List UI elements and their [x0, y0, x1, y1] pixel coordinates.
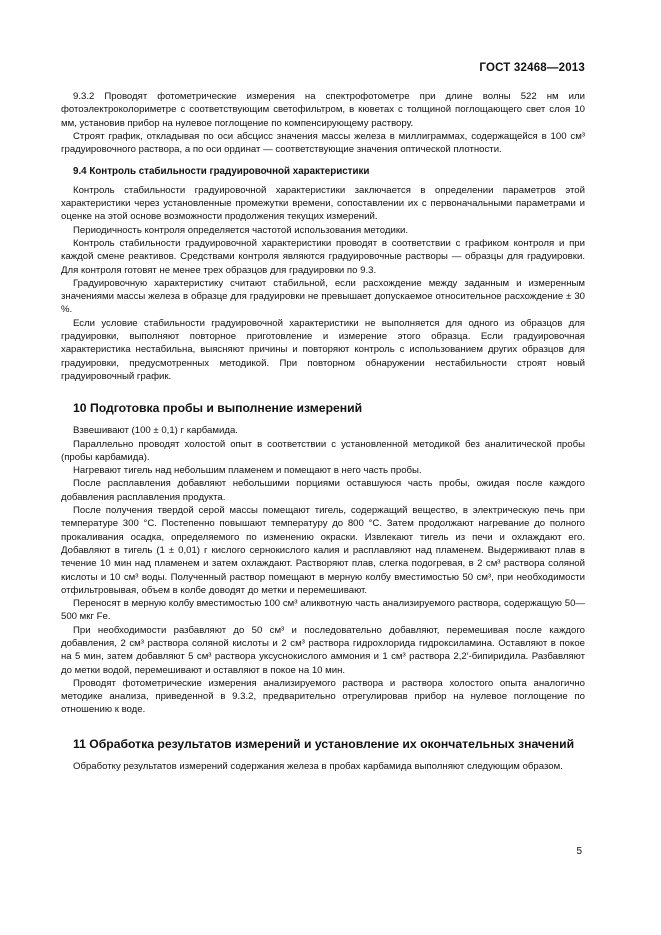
paragraph: Градуировочную характеристику считают стабильной, если расхождение между заданным и измеренным значениями массы железа в образце для градуировки не превышает допускаемое относительное расхождение ± 30 %.: [61, 277, 585, 316]
paragraph: После расплавления добавляют небольшими порциями оставшуюся часть пробы, ожидая после каждого добавления расплавления продукта.: [61, 478, 585, 503]
paragraph: Если условие стабильности градуировочной характеристики не выполняется для одного из образцов для градуировки, выполняют повторное приготовление и измерение этого образца. Если градуировочная характеристика нестабильна, выясняют причины и повторяют контроль с использованием других образцов для градуировки, предусмотренных методикой. При повторном обнаружении нестабильности строят новый градуировочный график.: [61, 317, 585, 382]
heading-9-4: 9.4 Контроль стабильности градуировочной характеристики: [73, 166, 370, 178]
paragraph: После получения твердой серой массы помещают тигель, содержащий вещество, в электрическую печь при температуре 300 °С. Постепенно повышают температуру до 800 °С. Затем продолжают нагревание до полного прокаливания осадка, определяемого по изменению окраски. Извлекают тигель из печи и охлаждают его. Добавляют в тигель (1 ± 0,01) г кислого сернокислого калия и расплавляют над пламенем. Выдерживают плав в течение 10 мин над пламенем и затем охлаждают. Растворяют плав, слегка подогревая, в 2 см³ раствора соляной кислоты и 10 см³ воды. Полученный раствор помещают в мерную колбу вместимостью 50 см³, при необходимости отфильтровывая, объем в колбе доводят до метки и перемешивают.: [61, 505, 585, 596]
paragraph: При необходимости разбавляют до 50 см³ и последовательно добавляют, перемешивая после каждого добавления, 2 см³ раствора соляной кислоты и 2 см³ раствора гидрохлорида гидроксиламина. Оставляют в покое на 5 мин, затем добавляют 5 см³ раствора уксуснокислого аммония и 1 см³ раствора 2,2′-бипиридила. Разбавляют до метки водой, перемешивают и оставляют в покое на 10 мин.: [61, 624, 585, 676]
paragraph: Периодичность контроля определяется частотой использования методики.: [73, 224, 409, 236]
heading-section-10: 10 Подготовка пробы и выполнение измерений: [73, 401, 363, 416]
paragraph-9-3-2: 9.3.2 Проводят фотометрические измерения на спектрофотометре при длине волны 522 нм или фотоэлектроколориметре с соответствующим светофильтром, в кюветах с толщиной поглощающего свет слоя 10 мм, установив прибор на нулевое поглощение по компенсирующему раствору.: [61, 91, 585, 129]
document-standard-number: ГОСТ 32468—2013: [479, 62, 585, 74]
paragraph: Проводят фотометрические измерения анализируемого раствора и раствора холостого опыта аналогично методике анализа, приведенной в 9.3.2, предварительно отрегулировав прибор на нулевое поглощение по отношению к воде.: [61, 677, 585, 716]
paragraph: Параллельно проводят холостой опыт в соответствии с установленной методикой без аналитической пробы (пробы карбамида).: [61, 438, 585, 463]
paragraph: Контроль стабильности градуировочной характеристики проводят в соответствии с графиком контроля и при каждой смене реактивов. Средствами контроля являются градуировочные растворы — образцы для градуировки. Для контроля готовят не менее трех образцов для градуировки по 9.3.: [61, 237, 585, 276]
paragraph: Нагревают тигель над небольшим пламенем и помещают в него часть пробы.: [73, 465, 422, 477]
heading-section-11: 11 Обработка результатов измерений и установление их окончательных значений: [73, 736, 575, 751]
paragraph: Обработку результатов измерений содержания железа в пробах карбамида выполняют следующим образом.: [73, 760, 563, 772]
document-body: [61, 90, 585, 773]
paragraph: Контроль стабильности градуировочной характеристики заключается в определении параметров этой характеристики через установленные промежутки времени, сопоставлении их с первоначальными параметрами и оценке на этой основе возможности продолжения текущих измерений.: [61, 184, 585, 223]
paragraph-graph: Строят график, откладывая по оси абсцисс значения массы железа в миллиграммах, содержащейся в 100 см³ градуировочного раствора, а по оси ординат — соответствующие значения оптической плотности.: [61, 130, 585, 156]
paragraph: Переносят в мерную колбу вместимостью 100 см³ аликвотную часть анализируемого раствора, содержащую 50—500 мкг Fe.: [61, 598, 585, 623]
paragraph: Взвешивают (100 ± 0,1) г карбамида.: [73, 425, 238, 437]
page-number: 5: [576, 846, 582, 857]
